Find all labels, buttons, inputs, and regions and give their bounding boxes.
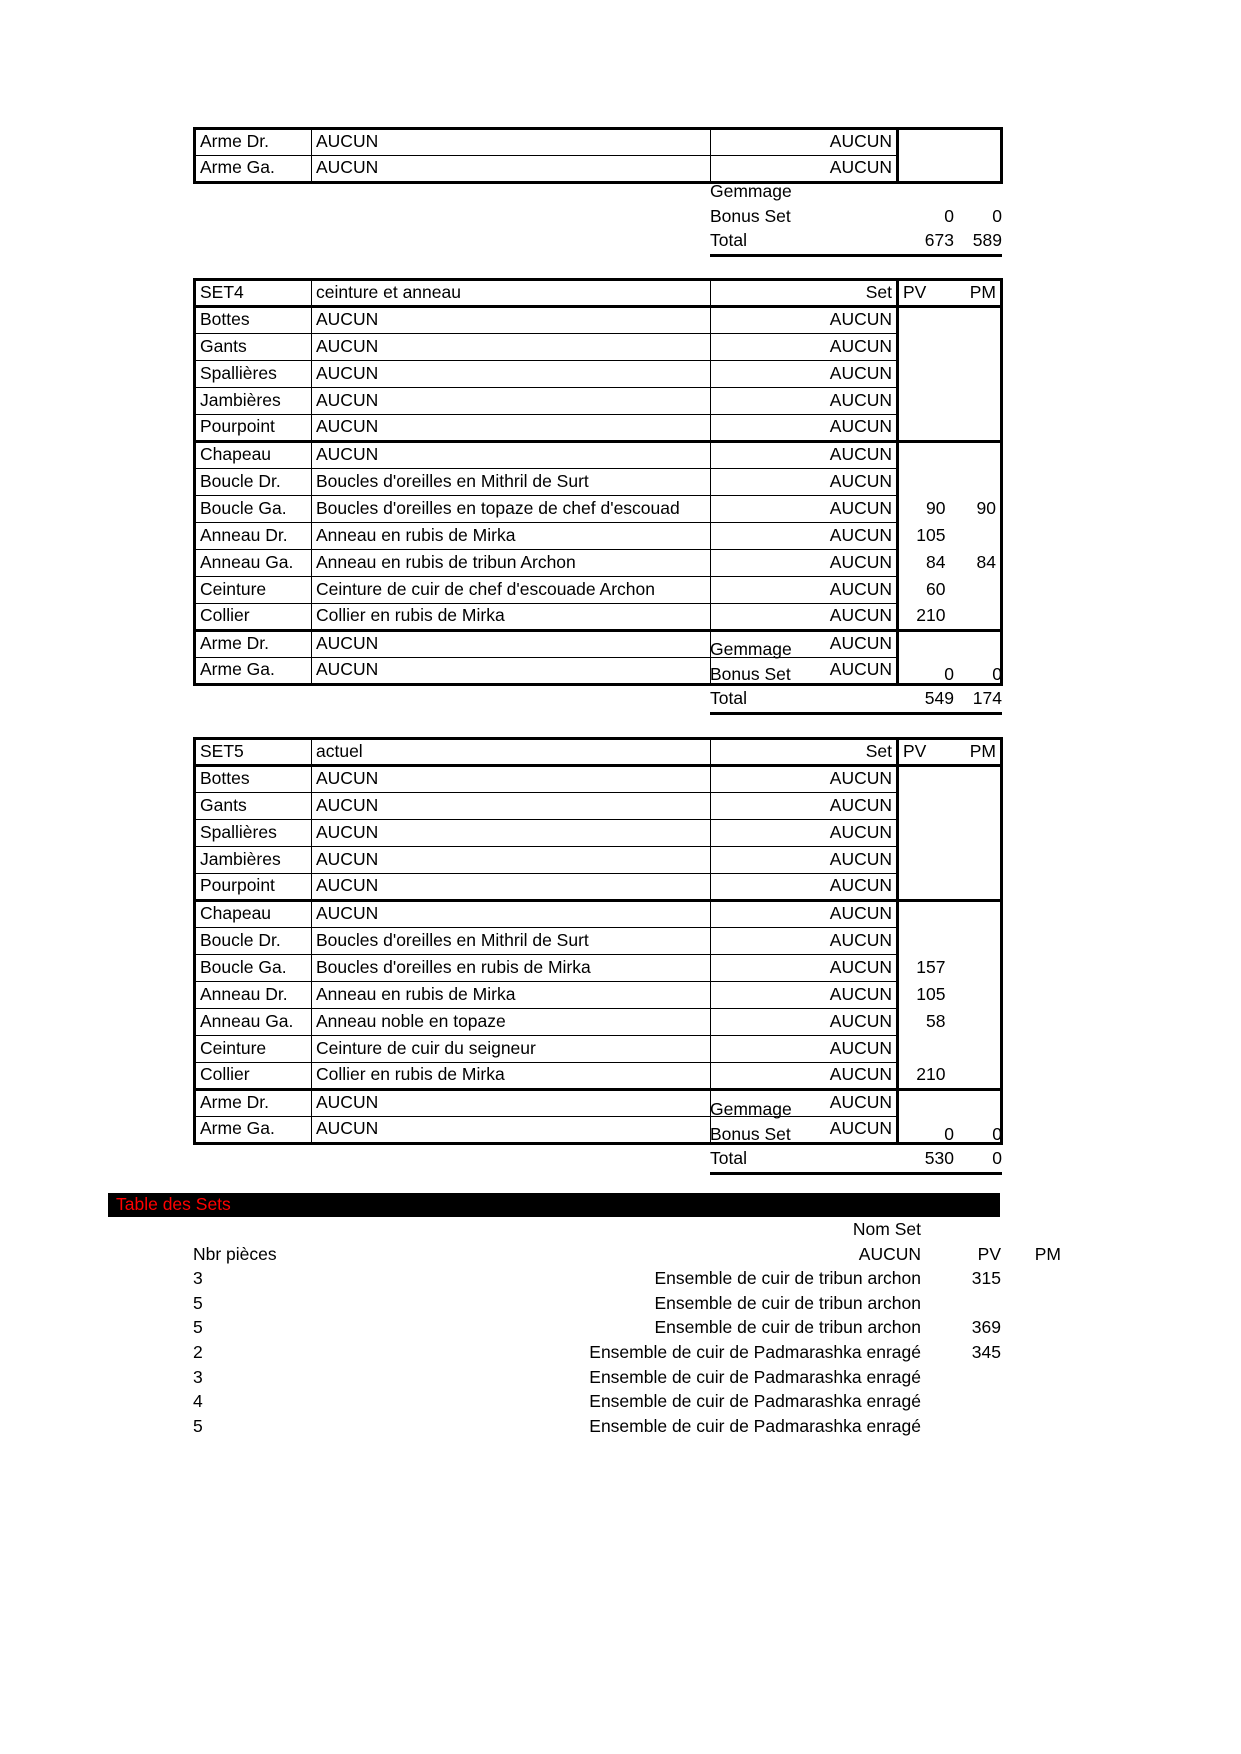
item-name-cell[interactable]: Anneau noble en topaze xyxy=(312,1009,711,1036)
sets-pv-cell: 345 xyxy=(971,1341,1001,1362)
slot-label-cell: Arme Ga. xyxy=(195,156,312,183)
pv-value-cell: 58 xyxy=(898,1009,950,1036)
sets-name-cell: Ensemble de cuir de Padmarashka enragé xyxy=(589,1391,921,1412)
slot-label-cell: Boucle Dr. xyxy=(195,469,312,496)
set-name-cell: AUCUN xyxy=(711,766,898,793)
item-name-cell[interactable]: AUCUN xyxy=(312,156,711,183)
summary-row-gemmage xyxy=(710,637,1002,662)
bonus-set-pv-value: 0 xyxy=(944,663,954,684)
sets-name-cell: Ensemble de cuir de Padmarashka enragé xyxy=(589,1366,921,1387)
sets-spacer-cell xyxy=(921,1291,939,1316)
summary-set3 xyxy=(710,179,1002,257)
slot-label-cell: Gants xyxy=(195,793,312,820)
sets-pm-cell xyxy=(1001,1266,1061,1291)
set-name-cell: AUCUN xyxy=(711,156,898,183)
set-description-cell: actuel xyxy=(312,739,711,766)
equipment-row xyxy=(195,415,1002,442)
slot-label-cell: Chapeau xyxy=(195,901,312,928)
pm-value-cell xyxy=(950,1063,1002,1090)
sets-spacer-cell xyxy=(921,1315,939,1340)
pv-value-cell xyxy=(898,388,950,415)
sets-header-row xyxy=(193,1242,1061,1267)
pv-column-header: PV xyxy=(898,739,950,766)
pm-value-cell xyxy=(950,955,1002,982)
equipment-row xyxy=(195,334,1002,361)
pv-value-cell xyxy=(898,469,950,496)
slot-label-cell: Collier xyxy=(195,1063,312,1090)
pm-value-cell xyxy=(950,928,1002,955)
equipment-row xyxy=(195,1063,1002,1090)
bonus-set-label: Bonus Set xyxy=(710,1123,791,1144)
total-label: Total xyxy=(710,688,747,709)
bonus-set-pm-value: 0 xyxy=(992,663,1002,684)
sets-spacer-cell-2 xyxy=(921,1217,939,1242)
item-name-cell[interactable]: AUCUN xyxy=(312,415,711,442)
equipment-table-set4 xyxy=(193,278,1003,686)
slot-label-cell: Anneau Dr. xyxy=(195,982,312,1009)
slot-label-cell: Pourpoint xyxy=(195,874,312,901)
sets-header-pm: PM xyxy=(1034,1243,1061,1264)
item-name-cell[interactable]: Boucles d'oreilles en topaze de chef d'escouad xyxy=(312,496,711,523)
slot-label-cell: Boucle Ga. xyxy=(195,496,312,523)
pm-value-cell xyxy=(950,820,1002,847)
sets-pm-cell xyxy=(1001,1365,1061,1390)
slot-label-cell: Chapeau xyxy=(195,442,312,469)
sets-header-pv: PV xyxy=(977,1243,1001,1264)
pm-value-cell: 84 xyxy=(950,550,1002,577)
equipment-row xyxy=(195,496,1002,523)
set-id-cell: SET5 xyxy=(195,739,312,766)
pv-value-cell xyxy=(898,847,950,874)
pv-value-cell: 157 xyxy=(898,955,950,982)
summary-row-total xyxy=(710,228,1002,253)
bonus-set-pm-value: 0 xyxy=(992,1123,1002,1144)
pm-value-cell xyxy=(950,1009,1002,1036)
sets-nom-set-header: Nom Set xyxy=(852,1219,921,1239)
pv-value-cell xyxy=(898,874,950,901)
total-pm-value: 0 xyxy=(992,1148,1002,1169)
set-name-cell: AUCUN xyxy=(711,1036,898,1063)
pv-value-cell: 60 xyxy=(898,577,950,604)
equipment-row xyxy=(195,1009,1002,1036)
equipment-row xyxy=(195,442,1002,469)
pv-value-cell: 210 xyxy=(898,604,950,631)
pv-column-header: PV xyxy=(898,280,950,307)
equipment-row xyxy=(195,820,1002,847)
bonus-set-pv-value: 0 xyxy=(944,1123,954,1144)
slot-label-cell: Anneau Ga. xyxy=(195,550,312,577)
equipment-header-row xyxy=(195,739,1002,766)
equipment-row xyxy=(195,928,1002,955)
equipment-row xyxy=(195,129,1002,156)
summary-row-bonus-set xyxy=(710,204,1002,229)
pv-value-cell xyxy=(898,901,950,928)
pv-value-cell xyxy=(898,820,950,847)
pm-value-cell xyxy=(950,577,1002,604)
total-pv-value: 530 xyxy=(924,1148,954,1169)
summary-row-total xyxy=(710,686,1002,711)
sets-spacer-cell xyxy=(921,1340,939,1365)
sets-pv-cell: 369 xyxy=(971,1317,1001,1338)
summary-set5 xyxy=(710,1097,1002,1175)
item-name-cell[interactable]: AUCUN xyxy=(312,631,711,658)
sets-spacer-cell xyxy=(921,1365,939,1390)
summary-row-total xyxy=(710,1146,1002,1171)
set-name-cell: AUCUN xyxy=(711,793,898,820)
summary-bottom-rule xyxy=(710,254,1002,257)
gemmage-label: Gemmage xyxy=(710,639,792,659)
summary-row-gemmage xyxy=(710,1097,1002,1122)
sets-name-cell: Ensemble de cuir de tribun archon xyxy=(654,1268,921,1289)
item-name-cell[interactable]: Collier en rubis de Mirka xyxy=(312,604,711,631)
summary-row-gemmage xyxy=(710,179,1002,204)
sets-pv-cell xyxy=(939,1414,1001,1439)
set-name-cell: AUCUN xyxy=(711,469,898,496)
total-label: Total xyxy=(710,230,747,251)
pm-value-cell xyxy=(950,129,1002,156)
sets-name-cell: Ensemble de cuir de Padmarashka enragé xyxy=(589,1415,921,1436)
item-name-cell[interactable]: AUCUN xyxy=(312,361,711,388)
sets-nbr-pieces-cell: 5 xyxy=(193,1415,203,1436)
item-name-cell[interactable]: AUCUN xyxy=(312,874,711,901)
slot-label-cell: Bottes xyxy=(195,307,312,334)
set-name-cell: AUCUN xyxy=(711,129,898,156)
equipment-row xyxy=(195,874,1002,901)
set-id-cell: SET4 xyxy=(195,280,312,307)
pm-value-cell xyxy=(950,766,1002,793)
pm-value-cell xyxy=(950,982,1002,1009)
item-name-cell[interactable]: AUCUN xyxy=(312,307,711,334)
sets-nom-set-row xyxy=(193,1217,1061,1242)
set-name-cell: AUCUN xyxy=(711,820,898,847)
set-name-cell: AUCUN xyxy=(711,361,898,388)
item-name-cell[interactable]: AUCUN xyxy=(312,793,711,820)
sets-pm-cell xyxy=(1001,1291,1061,1316)
summary-row-bonus-set xyxy=(710,662,1002,687)
item-name-cell[interactable]: Ceinture de cuir du seigneur xyxy=(312,1036,711,1063)
sets-pv-cell xyxy=(939,1389,1001,1414)
set-name-cell: AUCUN xyxy=(711,334,898,361)
pv-value-cell: 84 xyxy=(898,550,950,577)
item-name-cell[interactable]: AUCUN xyxy=(312,1090,711,1117)
sets-name-cell: Ensemble de cuir de Padmarashka enragé xyxy=(589,1341,921,1362)
pv-value-cell xyxy=(898,442,950,469)
equipment-row xyxy=(195,847,1002,874)
pm-value-cell xyxy=(950,1036,1002,1063)
set-name-cell: AUCUN xyxy=(711,550,898,577)
pm-value-cell xyxy=(950,874,1002,901)
slot-label-cell: Arme Dr. xyxy=(195,129,312,156)
sets-header-nbr-pieces: Nbr pièces xyxy=(193,1243,277,1264)
sets-spacer-cell xyxy=(921,1414,939,1439)
equipment-row xyxy=(195,577,1002,604)
slot-label-cell: Arme Dr. xyxy=(195,631,312,658)
sets-spacer-cell xyxy=(193,1217,523,1242)
summary-set4 xyxy=(710,637,1002,715)
item-name-cell[interactable]: AUCUN xyxy=(312,334,711,361)
pm-value-cell xyxy=(950,604,1002,631)
equipment-header-row xyxy=(195,280,1002,307)
pm-column-header: PM xyxy=(950,280,1002,307)
gemmage-label: Gemmage xyxy=(710,1099,792,1119)
sets-table-row xyxy=(193,1266,1061,1291)
bonus-set-pv-value: 0 xyxy=(944,205,954,226)
item-name-cell[interactable]: AUCUN xyxy=(312,766,711,793)
item-name-cell[interactable]: AUCUN xyxy=(312,658,711,685)
sets-name-cell: Ensemble de cuir de tribun archon xyxy=(654,1292,921,1313)
pm-value-cell: 90 xyxy=(950,496,1002,523)
sets-pm-cell xyxy=(1001,1340,1061,1365)
bonus-set-label: Bonus Set xyxy=(710,205,791,226)
set-name-cell: AUCUN xyxy=(711,901,898,928)
summary-bottom-rule xyxy=(710,712,1002,715)
item-name-cell[interactable]: AUCUN xyxy=(312,847,711,874)
equipment-table-set3-tail xyxy=(193,127,1003,184)
sets-pm-cell xyxy=(1001,1389,1061,1414)
set-name-cell: AUCUN xyxy=(711,442,898,469)
item-name-cell[interactable]: AUCUN xyxy=(312,1117,711,1144)
slot-label-cell: Collier xyxy=(195,604,312,631)
item-name-cell[interactable]: AUCUN xyxy=(312,901,711,928)
slot-label-cell: Boucle Ga. xyxy=(195,955,312,982)
equipment-row xyxy=(195,793,1002,820)
slot-label-cell: Arme Dr. xyxy=(195,1090,312,1117)
sets-pv-cell xyxy=(939,1291,1001,1316)
total-label: Total xyxy=(710,1148,747,1169)
slot-label-cell: Anneau Dr. xyxy=(195,523,312,550)
bonus-set-label: Bonus Set xyxy=(710,663,791,684)
set-name-cell: AUCUN xyxy=(711,928,898,955)
set-column-header: Set xyxy=(711,280,898,307)
equipment-row xyxy=(195,1036,1002,1063)
item-name-cell[interactable]: Boucles d'oreilles en Mithril de Surt xyxy=(312,928,711,955)
pv-value-cell xyxy=(898,334,950,361)
equipment-table-set5 xyxy=(193,737,1003,1145)
set-name-cell: AUCUN xyxy=(711,415,898,442)
sets-nbr-pieces-cell: 4 xyxy=(193,1391,203,1412)
item-name-cell[interactable]: AUCUN xyxy=(312,442,711,469)
sets-pv-spacer xyxy=(939,1217,1001,1242)
set-name-cell: AUCUN xyxy=(711,577,898,604)
slot-label-cell: Pourpoint xyxy=(195,415,312,442)
pv-value-cell xyxy=(898,361,950,388)
summary-row-bonus-set xyxy=(710,1122,1002,1147)
sets-table-row xyxy=(193,1291,1061,1316)
sets-nbr-pieces-cell: 5 xyxy=(193,1292,203,1313)
set-name-cell: AUCUN xyxy=(711,523,898,550)
item-name-cell[interactable]: Anneau en rubis de tribun Archon xyxy=(312,550,711,577)
set-name-cell: AUCUN xyxy=(711,307,898,334)
set-name-cell: AUCUN xyxy=(711,388,898,415)
pm-value-cell xyxy=(950,523,1002,550)
equipment-row xyxy=(195,523,1002,550)
set-name-cell: AUCUN xyxy=(711,847,898,874)
slot-label-cell: Arme Ga. xyxy=(195,658,312,685)
pm-value-cell xyxy=(950,442,1002,469)
item-name-cell[interactable]: AUCUN xyxy=(312,388,711,415)
sets-table-row xyxy=(193,1365,1061,1390)
set-name-cell: AUCUN xyxy=(711,982,898,1009)
item-name-cell[interactable]: Collier en rubis de Mirka xyxy=(312,1063,711,1090)
pm-column-header: PM xyxy=(950,739,1002,766)
slot-label-cell: Ceinture xyxy=(195,1036,312,1063)
pv-value-cell: 210 xyxy=(898,1063,950,1090)
equipment-row xyxy=(195,604,1002,631)
item-name-cell[interactable]: AUCUN xyxy=(312,129,711,156)
sets-header-name: AUCUN xyxy=(858,1243,921,1264)
sets-table-row xyxy=(193,1340,1061,1365)
slot-label-cell: Gants xyxy=(195,334,312,361)
pm-value-cell xyxy=(950,793,1002,820)
pv-value-cell xyxy=(898,307,950,334)
item-name-cell[interactable]: Anneau en rubis de Mirka xyxy=(312,982,711,1009)
pv-value-cell xyxy=(898,793,950,820)
set-name-cell: AUCUN xyxy=(711,658,898,685)
pm-value-cell xyxy=(950,901,1002,928)
sets-table-row xyxy=(193,1315,1061,1340)
sets-spacer-cell-3 xyxy=(921,1242,939,1267)
pm-value-cell xyxy=(950,334,1002,361)
table-des-sets-banner xyxy=(108,1193,1000,1217)
item-name-cell[interactable]: AUCUN xyxy=(312,820,711,847)
pv-value-cell xyxy=(898,415,950,442)
pm-value-cell xyxy=(950,307,1002,334)
pm-value-cell xyxy=(950,469,1002,496)
total-pv-value: 549 xyxy=(924,688,954,709)
bonus-set-pm-value: 0 xyxy=(992,205,1002,226)
set-name-cell: AUCUN xyxy=(711,874,898,901)
pv-value-cell: 105 xyxy=(898,523,950,550)
sets-spacer-cell xyxy=(921,1266,939,1291)
total-pm-value: 589 xyxy=(972,230,1002,251)
pv-value-cell: 90 xyxy=(898,496,950,523)
table-des-sets-title: Table des Sets xyxy=(116,1194,231,1214)
pv-value-cell xyxy=(898,928,950,955)
sets-nbr-pieces-cell: 3 xyxy=(193,1268,203,1289)
pv-value-cell: 105 xyxy=(898,982,950,1009)
gemmage-label: Gemmage xyxy=(710,181,792,201)
set-name-cell: AUCUN xyxy=(711,631,898,658)
equipment-row xyxy=(195,982,1002,1009)
slot-label-cell: Anneau Ga. xyxy=(195,1009,312,1036)
set-name-cell: AUCUN xyxy=(711,1090,898,1117)
sets-nbr-pieces-cell: 2 xyxy=(193,1341,203,1362)
pm-value-cell xyxy=(950,847,1002,874)
set-name-cell: AUCUN xyxy=(711,1117,898,1144)
pm-value-cell xyxy=(950,415,1002,442)
slot-label-cell: Bottes xyxy=(195,766,312,793)
item-name-cell[interactable]: Ceinture de cuir de chef d'escouade Archon xyxy=(312,577,711,604)
sets-pm-cell xyxy=(1001,1414,1061,1439)
sets-pv-cell xyxy=(939,1365,1001,1390)
sets-table-row xyxy=(193,1389,1061,1414)
sets-table-row xyxy=(193,1414,1061,1439)
slot-label-cell: Boucle Dr. xyxy=(195,928,312,955)
equipment-row xyxy=(195,955,1002,982)
pv-value-cell xyxy=(898,766,950,793)
slot-label-cell: Arme Ga. xyxy=(195,1117,312,1144)
slot-label-cell: Ceinture xyxy=(195,577,312,604)
set-name-cell: AUCUN xyxy=(711,496,898,523)
sets-nbr-pieces-cell: 5 xyxy=(193,1317,203,1338)
pm-value-cell xyxy=(950,361,1002,388)
set-name-cell: AUCUN xyxy=(711,604,898,631)
equipment-row xyxy=(195,307,1002,334)
pv-value-cell xyxy=(898,1036,950,1063)
sets-name-cell: Ensemble de cuir de tribun archon xyxy=(654,1317,921,1338)
slot-label-cell: Spallières xyxy=(195,820,312,847)
pm-value-cell xyxy=(950,388,1002,415)
equipment-row xyxy=(195,469,1002,496)
set-column-header: Set xyxy=(711,739,898,766)
equipment-row xyxy=(195,550,1002,577)
set-name-cell: AUCUN xyxy=(711,1009,898,1036)
set-name-cell: AUCUN xyxy=(711,955,898,982)
set-description-cell: ceinture et anneau xyxy=(312,280,711,307)
summary-bottom-rule xyxy=(710,1172,1002,1175)
item-name-cell[interactable]: Boucles d'oreilles en Mithril de Surt xyxy=(312,469,711,496)
total-pv-value: 673 xyxy=(924,230,954,251)
item-name-cell[interactable]: Anneau en rubis de Mirka xyxy=(312,523,711,550)
slot-label-cell: Jambières xyxy=(195,388,312,415)
table-des-sets xyxy=(193,1217,1061,1438)
sets-nbr-pieces-cell: 3 xyxy=(193,1366,203,1387)
total-pm-value: 174 xyxy=(972,688,1002,709)
set-name-cell: AUCUN xyxy=(711,1063,898,1090)
equipment-row xyxy=(195,901,1002,928)
sets-pm-cell xyxy=(1001,1315,1061,1340)
slot-label-cell: Jambières xyxy=(195,847,312,874)
sets-pm-spacer xyxy=(1001,1217,1061,1242)
sets-spacer-cell xyxy=(921,1389,939,1414)
item-name-cell[interactable]: Boucles d'oreilles en rubis de Mirka xyxy=(312,955,711,982)
slot-label-cell: Spallières xyxy=(195,361,312,388)
equipment-row xyxy=(195,388,1002,415)
equipment-row xyxy=(195,361,1002,388)
equipment-row xyxy=(195,766,1002,793)
sets-pv-cell: 315 xyxy=(971,1268,1001,1289)
pv-value-cell xyxy=(898,129,950,156)
